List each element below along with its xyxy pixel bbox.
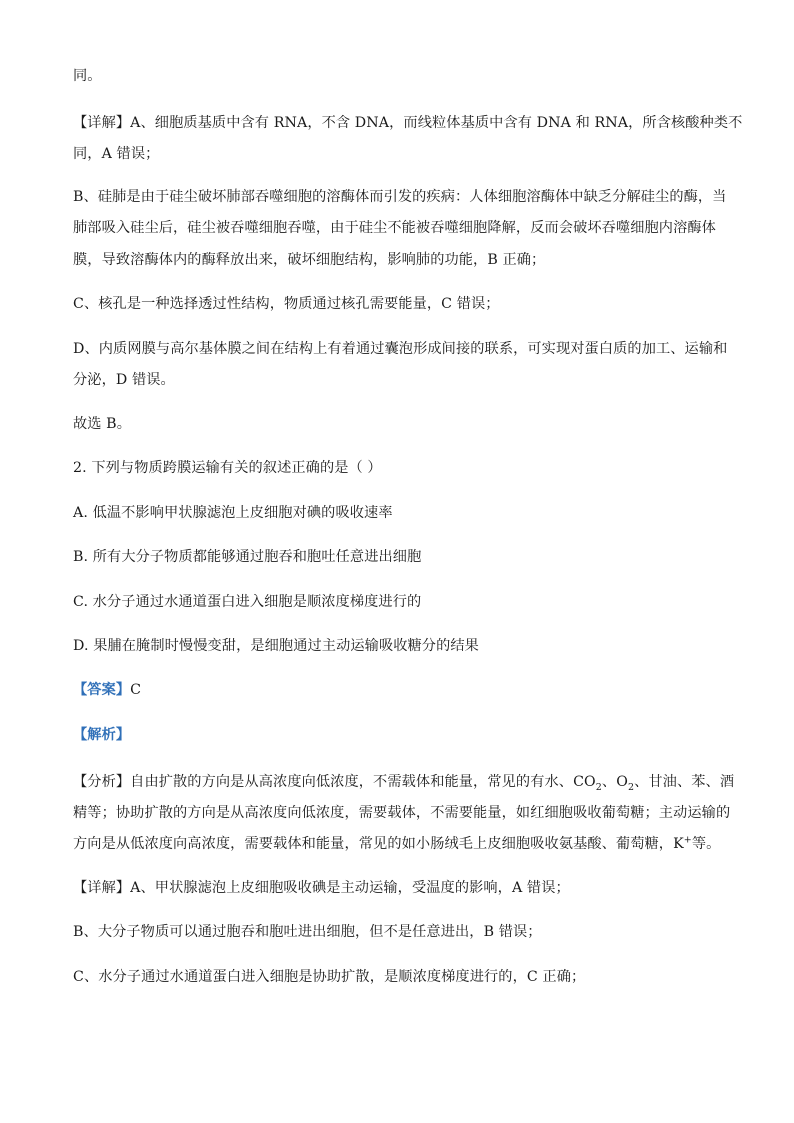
text-line bbox=[73, 547, 723, 567]
text-segment: 同，A 错误； bbox=[73, 146, 160, 162]
text-line bbox=[73, 187, 727, 207]
text-segment: 方向是从低浓度向高浓度，需要载体和能量，常见的如小肠绒毛上皮细胞吸收氨基酸、葡萄糖，K bbox=[73, 836, 684, 852]
text-segment: 肺部吸入硅尘后，硅尘被吞噬细胞吞噬，由于硅尘不能被吞噬细胞降解，反而会破坏吞噬细胞内溶酶体 bbox=[73, 220, 716, 236]
text-line bbox=[73, 680, 723, 700]
text-line bbox=[73, 218, 723, 238]
text-line bbox=[73, 834, 723, 854]
text-line bbox=[73, 414, 723, 434]
text-line bbox=[73, 725, 723, 745]
text-line bbox=[73, 113, 743, 133]
text-line bbox=[73, 592, 723, 612]
text-line bbox=[73, 339, 728, 359]
text-line bbox=[73, 636, 723, 656]
section-label: 【解析】 bbox=[73, 727, 131, 743]
section-label: 【答案】 bbox=[73, 682, 131, 698]
text-segment: 等。 bbox=[691, 836, 721, 852]
text-line bbox=[73, 294, 723, 314]
text-segment: 故选 B。 bbox=[73, 416, 131, 432]
text-segment: 精等；协助扩散的方向是从高浓度向低浓度，需要载体，不需要能量，如红细胞吸收葡萄糖；主动运输的 bbox=[73, 805, 731, 821]
text-segment: B、硅肺是由于硅尘破坏肺部吞噬细胞的溶酶体而引发的疾病：人体细胞溶酶体中缺乏分解硅尘的酶，当 bbox=[73, 189, 727, 205]
text-segment: B. 所有大分子物质都能够通过胞吞和胞吐任意进出细胞 bbox=[73, 549, 422, 565]
text-segment: 分泌，D 错误。 bbox=[73, 372, 175, 388]
text-line bbox=[73, 503, 723, 523]
text-segment: D、内质网膜与高尔基体膜之间在结构上有着通过囊泡形成间接的联系，可实现对蛋白质的加工、运输和 bbox=[73, 341, 728, 357]
text-segment: 膜，导致溶酶体内的酶释放出来，破坏细胞结构，影响肺的功能，B 正确； bbox=[73, 252, 546, 268]
text-segment: 2. 下列与物质跨膜运输有关的叙述正确的是（ ） bbox=[73, 460, 382, 476]
script-text: 2 bbox=[595, 781, 602, 793]
text-segment: A. 低温不影响甲状腺滤泡上皮细胞对碘的吸收速率 bbox=[73, 505, 393, 521]
text-line bbox=[73, 803, 731, 823]
text-line bbox=[73, 967, 723, 987]
text-segment: C、核孔是一种选择透过性结构，物质通过核孔需要能量，C 错误； bbox=[73, 296, 500, 312]
text-segment: 【详解】A、甲状腺滤泡上皮细胞吸收碘是主动运输，受温度的影响，A 错误； bbox=[73, 880, 570, 896]
text-line bbox=[73, 144, 723, 164]
text-segment: 【详解】A、细胞质基质中含有 RNA，不含 DNA，而线粒体基质中含有 DNA 和 RNA，所含核酸种类不 bbox=[73, 115, 743, 131]
text-line bbox=[73, 878, 723, 898]
text-line bbox=[73, 458, 723, 478]
text-line bbox=[73, 66, 723, 86]
text-segment: C、水分子通过水通道蛋白进入细胞是协助扩散，是顺浓度梯度进行的，C 正确； bbox=[73, 969, 586, 985]
text-segment: 【分析】自由扩散的方向是从高浓度向低浓度，不需载体和能量，常见的有水、CO bbox=[73, 774, 596, 790]
text-line bbox=[73, 772, 735, 793]
text-segment: C. 水分子通过水通道蛋白进入细胞是顺浓度梯度进行的 bbox=[73, 594, 422, 610]
text-segment: B、大分子物质可以通过胞吞和胞吐进出细胞，但不是任意进出，B 错误； bbox=[73, 924, 542, 940]
text-line bbox=[73, 922, 723, 942]
text-segment: 、O bbox=[601, 774, 628, 790]
text-segment: 同。 bbox=[73, 68, 102, 84]
script-text: + bbox=[683, 834, 692, 846]
script-text: 2 bbox=[627, 781, 635, 793]
text-segment: D. 果脯在腌制时慢慢变甜，是细胞通过主动运输吸收糖分的结果 bbox=[73, 638, 479, 654]
text-segment: 、甘油、苯、酒 bbox=[634, 774, 735, 790]
text-line bbox=[73, 250, 723, 270]
text-segment: C bbox=[130, 682, 142, 698]
text-line bbox=[73, 370, 723, 390]
